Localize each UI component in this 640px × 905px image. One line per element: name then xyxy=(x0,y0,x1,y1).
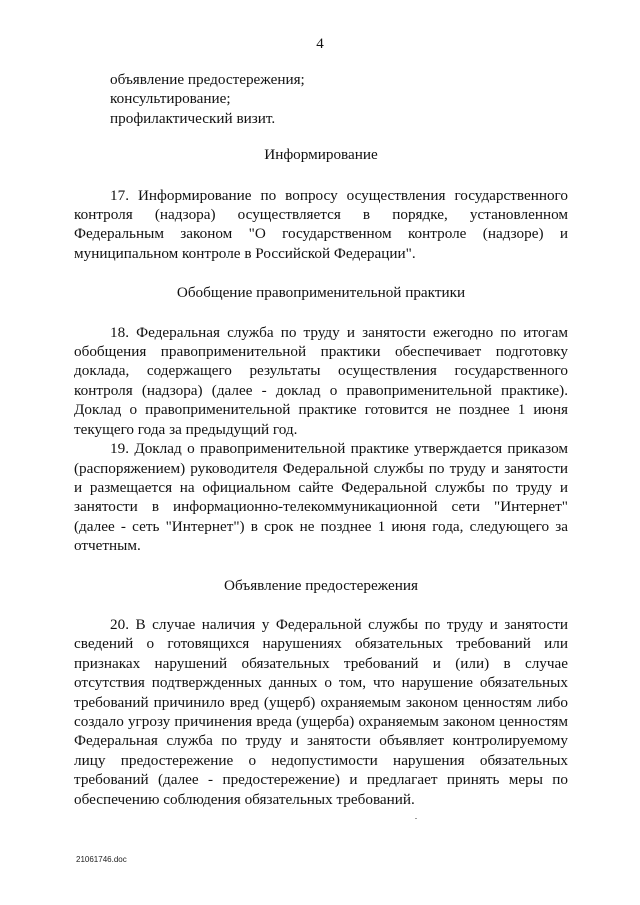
document-body xyxy=(74,70,568,809)
file-name-footer: 21061746.doc xyxy=(76,855,127,864)
paragraph-19: 19. Доклад о правоприменительной практике утверждается приказом (распоряжением) руководителя Федеральной службы по труду и занятости и размещается на официальном сайте Федеральной службы по труду и занятости в информационно-телекоммуникационной сети "Интернет" (далее - сеть "Интернет") в срок не позднее 1 июня года, следующего за отчетным. xyxy=(74,440,568,555)
paragraph-18: 18. Федеральная служба по труду и занятости ежегодно по итогам обобщения правоприменительной практики обеспечивает подготовку доклада, содержащего результаты осуществления государственного контроля (надзора) (далее - доклад о правоприменительной практике). Доклад о правоприменительной практике готовится не позднее 1 июня текущего года за предыдущий год. xyxy=(74,323,568,438)
section-heading-informing: Информирование xyxy=(264,146,378,164)
scan-speck xyxy=(415,818,417,819)
section-heading-practice-generalization: Обобщение правоприменительной практики xyxy=(176,284,466,302)
paragraph-20: 20. В случае наличия у Федеральной службы по труду и занятости сведений о готовящихся нарушениях обязательных требований или признаках нарушений обязательных требований и (или) в случае отсутствия подтвержденных данных о том, что нарушение обязательных требований причинило вред (ущерб) охраняемым законом ценностям либо создало угрозу причинения вреда (ущерба) охраняемым законом ценностям Федеральная служба по труду и занятости объявляет контролируемому лицу предостережение о недопустимости нарушения обязательных требований (далее - предостережение) и предлагает принять меры по обеспечению соблюдения обязательных требований. xyxy=(74,615,568,808)
page-number: 4 xyxy=(316,36,324,52)
section-heading-warning: Объявление предостережения xyxy=(224,576,418,594)
list-item: объявление предостережения; xyxy=(110,71,305,88)
paragraph-17: 17. Информирование по вопросу осуществления государственного контроля (надзора) осуществляется в порядке, установленном Федеральным законом "О государственном контроле (надзоре) и муниципальном контроле в Российской Федерации". xyxy=(74,186,568,262)
list-item: профилактический визит. xyxy=(110,109,276,127)
list-item: консультирование; xyxy=(110,90,231,108)
